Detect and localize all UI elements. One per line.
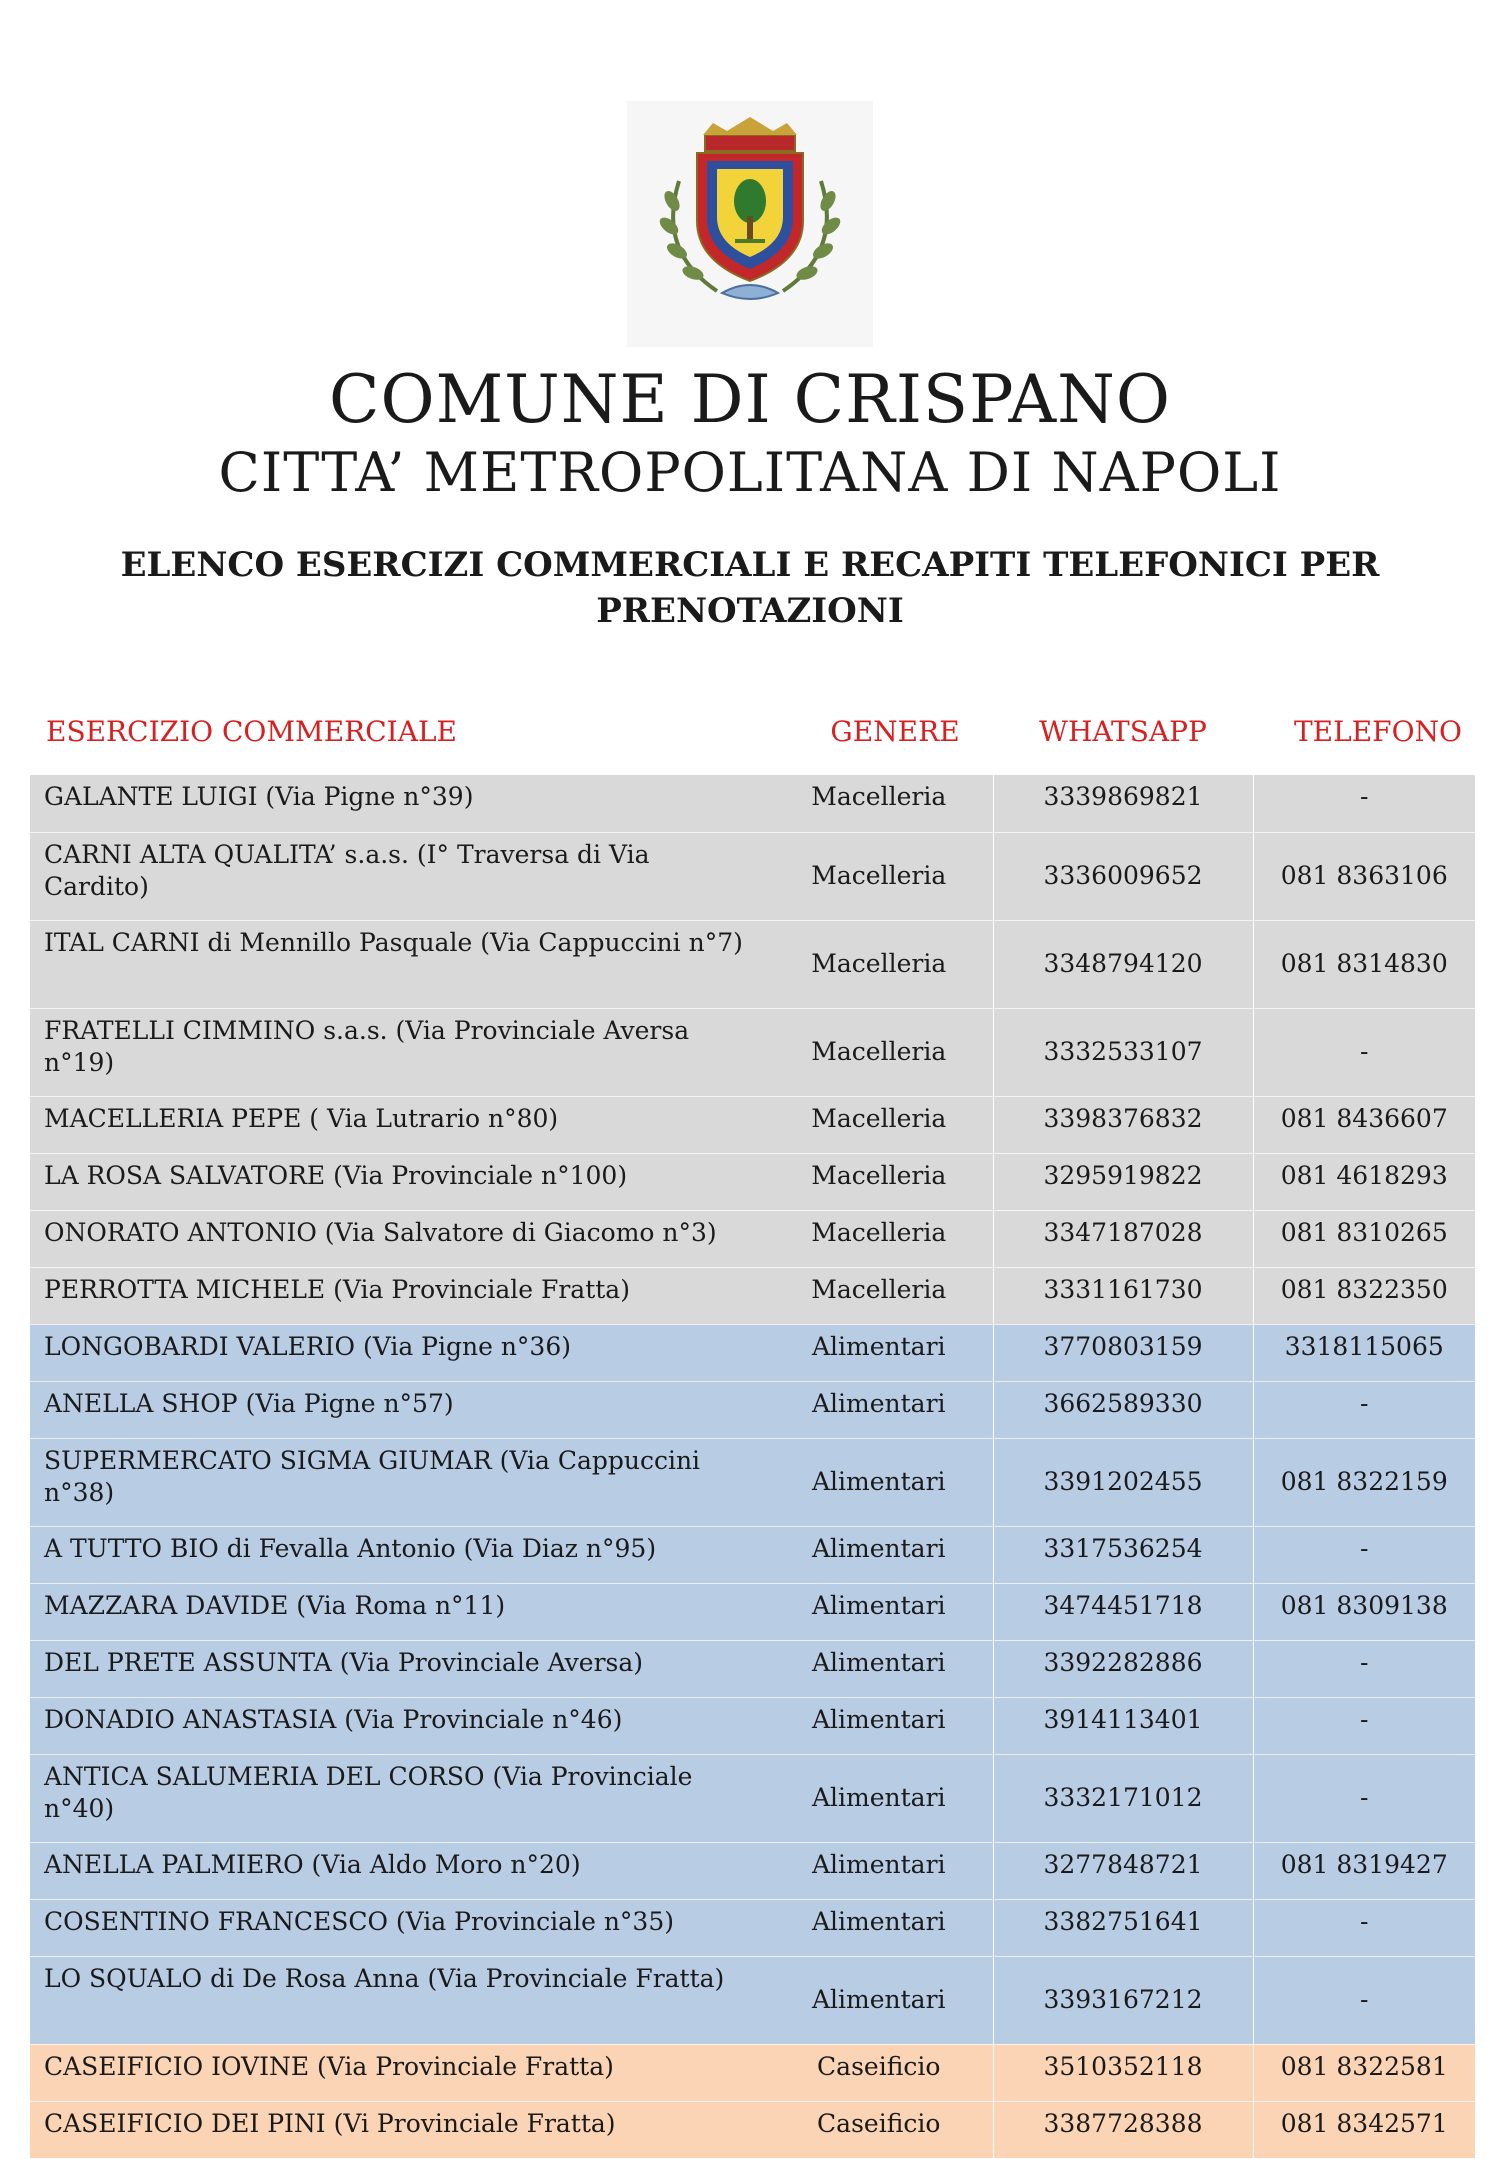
shop-name: ANELLA PALMIERO (Via Aldo Moro n°20) bbox=[30, 1842, 765, 1899]
shop-whatsapp: 3332533107 bbox=[993, 1008, 1253, 1096]
shop-name: ANTICA SALUMERIA DEL CORSO (Via Provinciale n°40) bbox=[30, 1754, 765, 1842]
shop-genre: Alimentari bbox=[765, 1438, 993, 1526]
shop-genre: Macelleria bbox=[765, 775, 993, 832]
shop-name: DONADIO ANASTASIA (Via Provinciale n°46) bbox=[30, 1697, 765, 1754]
shop-name: MACELLERIA PEPE ( Via Lutrario n°80) bbox=[30, 1096, 765, 1153]
shop-phone: 081 8319427 bbox=[1253, 1842, 1475, 1899]
table-row bbox=[30, 1754, 1475, 1842]
document-heading: ELENCO ESERCIZI COMMERCIALI E RECAPITI TELEFONICI PER PRENOTAZIONI bbox=[120, 545, 1380, 631]
shop-phone: - bbox=[1253, 1381, 1475, 1438]
table-row bbox=[30, 1267, 1475, 1324]
table-row bbox=[30, 1583, 1475, 1640]
shop-whatsapp: 3914113401 bbox=[993, 1697, 1253, 1754]
shop-name: CASEIFICIO DEI PINI (Vi Provinciale Fratta) bbox=[30, 2101, 765, 2158]
shop-name: CASEIFICIO IOVINE (Via Provinciale Fratta) bbox=[30, 2044, 765, 2101]
shop-name: PERROTTA MICHELE (Via Provinciale Fratta) bbox=[30, 1267, 765, 1324]
shop-phone: 081 8436607 bbox=[1253, 1096, 1475, 1153]
shop-whatsapp: 3382751641 bbox=[993, 1899, 1253, 1956]
shop-whatsapp: 3393167212 bbox=[993, 1956, 1253, 2044]
table-row bbox=[30, 1640, 1475, 1697]
table-row bbox=[30, 1956, 1475, 2044]
shop-phone: - bbox=[1253, 1899, 1475, 1956]
shop-phone: - bbox=[1253, 1008, 1475, 1096]
shop-phone: - bbox=[1253, 1526, 1475, 1583]
shop-name: ONORATO ANTONIO (Via Salvatore di Giacomo n°3) bbox=[30, 1210, 765, 1267]
table-row bbox=[30, 832, 1475, 920]
column-header-genre: GENERE bbox=[830, 715, 960, 748]
shop-genre: Alimentari bbox=[765, 1842, 993, 1899]
shop-whatsapp: 3398376832 bbox=[993, 1096, 1253, 1153]
table-row bbox=[30, 1210, 1475, 1267]
municipal-coat-of-arms bbox=[627, 101, 873, 347]
shop-genre: Alimentari bbox=[765, 1956, 993, 2044]
shop-phone: 081 8342571 bbox=[1253, 2101, 1475, 2158]
shop-name: ITAL CARNI di Mennillo Pasquale (Via Cappuccini n°7) bbox=[30, 920, 765, 1008]
column-header-name: ESERCIZIO COMMERCIALE bbox=[46, 715, 457, 748]
shop-genre: Caseificio bbox=[765, 2044, 993, 2101]
table-row bbox=[30, 775, 1475, 832]
column-header-whatsapp: WHATSAPP bbox=[1039, 715, 1207, 748]
shop-genre: Caseificio bbox=[765, 2101, 993, 2158]
shop-whatsapp: 3474451718 bbox=[993, 1583, 1253, 1640]
shop-genre: Macelleria bbox=[765, 1210, 993, 1267]
shop-genre: Alimentari bbox=[765, 1583, 993, 1640]
shop-whatsapp: 3339869821 bbox=[993, 775, 1253, 832]
table-row bbox=[30, 1697, 1475, 1754]
table-row bbox=[30, 920, 1475, 1008]
shop-whatsapp: 3277848721 bbox=[993, 1842, 1253, 1899]
shop-whatsapp: 3348794120 bbox=[993, 920, 1253, 1008]
page-title: COMUNE DI CRISPANO bbox=[328, 361, 1172, 438]
shop-name: DEL PRETE ASSUNTA (Via Provinciale Aversa) bbox=[30, 1640, 765, 1697]
shop-phone: - bbox=[1253, 1697, 1475, 1754]
shop-whatsapp: 3347187028 bbox=[993, 1210, 1253, 1267]
shop-whatsapp: 3392282886 bbox=[993, 1640, 1253, 1697]
shop-genre: Alimentari bbox=[765, 1324, 993, 1381]
shop-whatsapp: 3295919822 bbox=[993, 1153, 1253, 1210]
shop-genre: Alimentari bbox=[765, 1526, 993, 1583]
shop-genre: Macelleria bbox=[765, 920, 993, 1008]
shop-name: ANELLA SHOP (Via Pigne n°57) bbox=[30, 1381, 765, 1438]
shop-phone: 081 8310265 bbox=[1253, 1210, 1475, 1267]
table-header bbox=[30, 712, 1475, 752]
shop-phone: - bbox=[1253, 1754, 1475, 1842]
shop-phone: 081 8322581 bbox=[1253, 2044, 1475, 2101]
table-row bbox=[30, 2101, 1475, 2158]
shop-whatsapp: 3332171012 bbox=[993, 1754, 1253, 1842]
shop-name: MAZZARA DAVIDE (Via Roma n°11) bbox=[30, 1583, 765, 1640]
shop-phone: 081 8314830 bbox=[1253, 920, 1475, 1008]
table-row bbox=[30, 1899, 1475, 1956]
shop-genre: Alimentari bbox=[765, 1754, 993, 1842]
table-row bbox=[30, 1096, 1475, 1153]
shop-genre: Macelleria bbox=[765, 1096, 993, 1153]
shop-genre: Alimentari bbox=[765, 1697, 993, 1754]
column-header-phone: TELEFONO bbox=[1294, 715, 1462, 748]
shop-name: LONGOBARDI VALERIO (Via Pigne n°36) bbox=[30, 1324, 765, 1381]
shop-name: COSENTINO FRANCESCO (Via Provinciale n°35) bbox=[30, 1899, 765, 1956]
table-row bbox=[30, 1438, 1475, 1526]
page-subtitle: CITTA’ METROPOLITANA DI NAPOLI bbox=[218, 441, 1282, 504]
table-row bbox=[30, 1526, 1475, 1583]
shop-whatsapp: 3662589330 bbox=[993, 1381, 1253, 1438]
shop-genre: Macelleria bbox=[765, 1267, 993, 1324]
shop-genre: Macelleria bbox=[765, 832, 993, 920]
shop-whatsapp: 3510352118 bbox=[993, 2044, 1253, 2101]
table-row bbox=[30, 1324, 1475, 1381]
table-row bbox=[30, 2044, 1475, 2101]
table-row bbox=[30, 1008, 1475, 1096]
shop-whatsapp: 3387728388 bbox=[993, 2101, 1253, 2158]
shops-table bbox=[30, 775, 1475, 2159]
table-row bbox=[30, 1153, 1475, 1210]
shop-whatsapp: 3391202455 bbox=[993, 1438, 1253, 1526]
shop-name: CARNI ALTA QUALITA’ s.a.s. (I° Traversa di Via Cardito) bbox=[30, 832, 765, 920]
shop-phone: 081 4618293 bbox=[1253, 1153, 1475, 1210]
shop-phone: 3318115065 bbox=[1253, 1324, 1475, 1381]
shop-phone: - bbox=[1253, 1956, 1475, 2044]
shop-genre: Alimentari bbox=[765, 1899, 993, 1956]
shop-name: LA ROSA SALVATORE (Via Provinciale n°100) bbox=[30, 1153, 765, 1210]
shop-whatsapp: 3331161730 bbox=[993, 1267, 1253, 1324]
shop-name: SUPERMERCATO SIGMA GIUMAR (Via Cappuccini n°38) bbox=[30, 1438, 765, 1526]
shop-name: FRATELLI CIMMINO s.a.s. (Via Provinciale Aversa n°19) bbox=[30, 1008, 765, 1096]
shop-genre: Macelleria bbox=[765, 1153, 993, 1210]
shop-genre: Alimentari bbox=[765, 1381, 993, 1438]
shop-name: LO SQUALO di De Rosa Anna (Via Provinciale Fratta) bbox=[30, 1956, 765, 2044]
table-row bbox=[30, 1381, 1475, 1438]
coat-of-arms-icon bbox=[627, 101, 873, 347]
shop-genre: Macelleria bbox=[765, 1008, 993, 1096]
table-row bbox=[30, 1842, 1475, 1899]
shop-phone: 081 8322159 bbox=[1253, 1438, 1475, 1526]
shop-whatsapp: 3317536254 bbox=[993, 1526, 1253, 1583]
shop-phone: 081 8363106 bbox=[1253, 832, 1475, 920]
shop-whatsapp: 3336009652 bbox=[993, 832, 1253, 920]
shop-name: A TUTTO BIO di Fevalla Antonio (Via Diaz n°95) bbox=[30, 1526, 765, 1583]
shop-phone: 081 8322350 bbox=[1253, 1267, 1475, 1324]
shop-phone: - bbox=[1253, 775, 1475, 832]
shop-phone: - bbox=[1253, 1640, 1475, 1697]
shop-genre: Alimentari bbox=[765, 1640, 993, 1697]
shop-phone: 081 8309138 bbox=[1253, 1583, 1475, 1640]
shop-whatsapp: 3770803159 bbox=[993, 1324, 1253, 1381]
shop-name: GALANTE LUIGI (Via Pigne n°39) bbox=[30, 775, 765, 832]
